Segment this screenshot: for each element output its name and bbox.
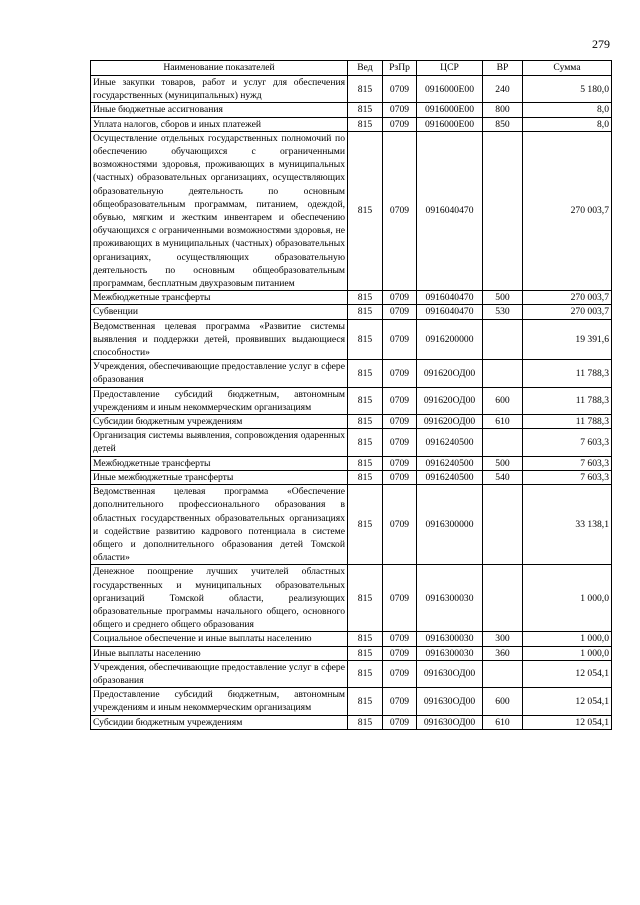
row-rzpr: 0709	[383, 291, 417, 305]
row-sum: 7 603,3	[523, 429, 612, 456]
row-sum: 8,0	[523, 117, 612, 131]
row-ved: 815	[348, 565, 383, 632]
row-ved: 815	[348, 319, 383, 360]
row-rzpr: 0709	[383, 646, 417, 660]
row-csr: 0916040470	[417, 305, 483, 319]
row-ved: 815	[348, 103, 383, 117]
row-vr: 850	[483, 117, 523, 131]
row-ved: 815	[348, 632, 383, 646]
row-csr: 0916000Е00	[417, 76, 483, 103]
header-rzpr: РзПр	[383, 61, 417, 76]
row-sum: 1 000,0	[523, 632, 612, 646]
row-name: Субсидии бюджетным учреждениям	[91, 715, 348, 729]
row-csr: 0916300000	[417, 485, 483, 565]
row-ved: 815	[348, 415, 383, 429]
row-rzpr: 0709	[383, 429, 417, 456]
row-vr	[483, 429, 523, 456]
header-vr: ВР	[483, 61, 523, 76]
row-rzpr: 0709	[383, 387, 417, 414]
row-vr: 300	[483, 632, 523, 646]
row-vr	[483, 565, 523, 632]
row-sum: 5 180,0	[523, 76, 612, 103]
row-ved: 815	[348, 76, 383, 103]
row-vr	[483, 660, 523, 687]
row-ved: 815	[348, 305, 383, 319]
row-ved: 815	[348, 360, 383, 387]
table-row	[91, 565, 612, 632]
row-rzpr: 0709	[383, 688, 417, 715]
row-csr: 0916300030	[417, 565, 483, 632]
row-rzpr: 0709	[383, 76, 417, 103]
row-rzpr: 0709	[383, 470, 417, 484]
table-row	[91, 360, 612, 387]
row-sum: 19 391,6	[523, 319, 612, 360]
row-sum: 11 788,3	[523, 360, 612, 387]
row-rzpr: 0709	[383, 632, 417, 646]
row-vr: 360	[483, 646, 523, 660]
row-sum: 11 788,3	[523, 387, 612, 414]
row-name: Межбюджетные трансферты	[91, 291, 348, 305]
row-ved: 815	[348, 470, 383, 484]
row-ved: 815	[348, 291, 383, 305]
row-rzpr: 0709	[383, 660, 417, 687]
table-row	[91, 470, 612, 484]
budget-table	[90, 60, 612, 730]
row-sum: 270 003,7	[523, 131, 612, 290]
table-row	[91, 305, 612, 319]
row-name: Субвенции	[91, 305, 348, 319]
row-rzpr: 0709	[383, 456, 417, 470]
row-name: Предоставление субсидий бюджетным, автономным учреждениям и иным некоммерческим организациям	[91, 688, 348, 715]
row-sum: 7 603,3	[523, 470, 612, 484]
row-name: Иные закупки товаров, работ и услуг для обеспечения государственных (муниципальных) нужд	[91, 76, 348, 103]
page-number: 279	[592, 37, 610, 51]
row-name: Учреждения, обеспечивающие предоставление услуг в сфере образования	[91, 360, 348, 387]
row-csr: 0916000Е00	[417, 103, 483, 117]
row-csr: 0916000Е00	[417, 117, 483, 131]
row-sum: 12 054,1	[523, 715, 612, 729]
row-ved: 815	[348, 429, 383, 456]
table-row	[91, 485, 612, 565]
row-name: Учреждения, обеспечивающие предоставление услуг в сфере образования	[91, 660, 348, 687]
row-sum: 33 138,1	[523, 485, 612, 565]
row-rzpr: 0709	[383, 103, 417, 117]
row-name: Иные бюджетные ассигнования	[91, 103, 348, 117]
table-row	[91, 76, 612, 103]
table-row	[91, 429, 612, 456]
row-vr: 500	[483, 456, 523, 470]
header-sum: Сумма	[523, 61, 612, 76]
row-ved: 815	[348, 660, 383, 687]
table-row	[91, 456, 612, 470]
row-name: Осуществление отдельных государственных полномочий по обеспечению обучающихся с ограниченными возможностями здоровья, проживающих в муниципальных (частных) образовательных организациях, осуществляющих образовательную деятельность по основным общеобразовательным программам, питанием, одеждой, обувью, мягким и жестким инвентарем и обеспечению обучающихся с ограниченными возможностями здоровья, не проживающих в муниципальных (частных) образовательных организациях, осуществляющих образовательную деятельность по основным общеобразовательным программам, бесплатным двухразовым питанием	[91, 131, 348, 290]
row-name: Предоставление субсидий бюджетным, автономным учреждениям и иным некоммерческим организациям	[91, 387, 348, 414]
row-name: Организация системы выявления, сопровождения одаренных детей	[91, 429, 348, 456]
row-ved: 815	[348, 131, 383, 290]
row-sum: 1 000,0	[523, 565, 612, 632]
row-rzpr: 0709	[383, 305, 417, 319]
row-ved: 815	[348, 387, 383, 414]
row-sum: 12 054,1	[523, 660, 612, 687]
row-csr: 091620ОД00	[417, 387, 483, 414]
row-csr: 091630ОД00	[417, 688, 483, 715]
row-rzpr: 0709	[383, 485, 417, 565]
row-sum: 1 000,0	[523, 646, 612, 660]
table-row	[91, 291, 612, 305]
row-vr: 540	[483, 470, 523, 484]
row-name: Межбюджетные трансферты	[91, 456, 348, 470]
table-header-row	[91, 61, 612, 76]
row-csr: 0916300030	[417, 646, 483, 660]
table-row	[91, 103, 612, 117]
row-ved: 815	[348, 117, 383, 131]
row-name: Ведомственная целевая программа «Обеспечение дополнительного профессионального образования в областных государственных образовательных организациях и содействие развитию кадрового потенциала в системе общего и дополнительного образования детей Томской области»	[91, 485, 348, 565]
row-ved: 815	[348, 715, 383, 729]
row-ved: 815	[348, 688, 383, 715]
row-name: Субсидии бюджетным учреждениям	[91, 415, 348, 429]
row-rzpr: 0709	[383, 360, 417, 387]
table-row	[91, 688, 612, 715]
row-name: Денежное поощрение лучших учителей областных государственных и муниципальных образовательных организаций Томской области, реализующих образовательные программы начального общего, основного общего и среднего общего образования	[91, 565, 348, 632]
row-vr: 530	[483, 305, 523, 319]
row-csr: 0916240500	[417, 470, 483, 484]
table-row	[91, 387, 612, 414]
row-vr: 600	[483, 387, 523, 414]
row-rzpr: 0709	[383, 565, 417, 632]
row-vr	[483, 360, 523, 387]
row-vr: 600	[483, 688, 523, 715]
header-name: Наименование показателей	[91, 61, 348, 76]
row-csr: 0916300030	[417, 632, 483, 646]
table-row	[91, 117, 612, 131]
row-vr	[483, 319, 523, 360]
row-sum: 7 603,3	[523, 456, 612, 470]
row-vr: 610	[483, 715, 523, 729]
header-csr: ЦСР	[417, 61, 483, 76]
row-vr	[483, 485, 523, 565]
row-rzpr: 0709	[383, 131, 417, 290]
row-sum: 12 054,1	[523, 688, 612, 715]
table-row	[91, 319, 612, 360]
row-vr: 610	[483, 415, 523, 429]
row-csr: 091630ОД00	[417, 660, 483, 687]
header-ved: Вед	[348, 61, 383, 76]
table-row	[91, 131, 612, 290]
row-vr: 500	[483, 291, 523, 305]
row-csr: 0916200000	[417, 319, 483, 360]
row-csr: 091630ОД00	[417, 715, 483, 729]
row-name: Иные межбюджетные трансферты	[91, 470, 348, 484]
row-rzpr: 0709	[383, 117, 417, 131]
row-ved: 815	[348, 456, 383, 470]
row-vr: 800	[483, 103, 523, 117]
table-row	[91, 632, 612, 646]
row-name: Иные выплаты населению	[91, 646, 348, 660]
row-sum: 11 788,3	[523, 415, 612, 429]
row-sum: 270 003,7	[523, 291, 612, 305]
row-csr: 0916240500	[417, 429, 483, 456]
table-body	[91, 76, 612, 730]
table-row	[91, 415, 612, 429]
row-rzpr: 0709	[383, 319, 417, 360]
row-csr: 091620ОД00	[417, 415, 483, 429]
row-sum: 270 003,7	[523, 305, 612, 319]
row-rzpr: 0709	[383, 715, 417, 729]
row-name: Социальное обеспечение и иные выплаты населению	[91, 632, 348, 646]
row-sum: 8,0	[523, 103, 612, 117]
table-row	[91, 660, 612, 687]
row-ved: 815	[348, 485, 383, 565]
row-ved: 815	[348, 646, 383, 660]
row-csr: 091620ОД00	[417, 360, 483, 387]
row-name: Ведомственная целевая программа «Развитие системы выявления и поддержки детей, проявивших выдающиеся способности»	[91, 319, 348, 360]
row-csr: 0916040470	[417, 291, 483, 305]
row-name: Уплата налогов, сборов и иных платежей	[91, 117, 348, 131]
row-rzpr: 0709	[383, 415, 417, 429]
row-vr	[483, 131, 523, 290]
row-csr: 0916240500	[417, 456, 483, 470]
row-csr: 0916040470	[417, 131, 483, 290]
row-vr: 240	[483, 76, 523, 103]
table-row	[91, 646, 612, 660]
table-row	[91, 715, 612, 729]
